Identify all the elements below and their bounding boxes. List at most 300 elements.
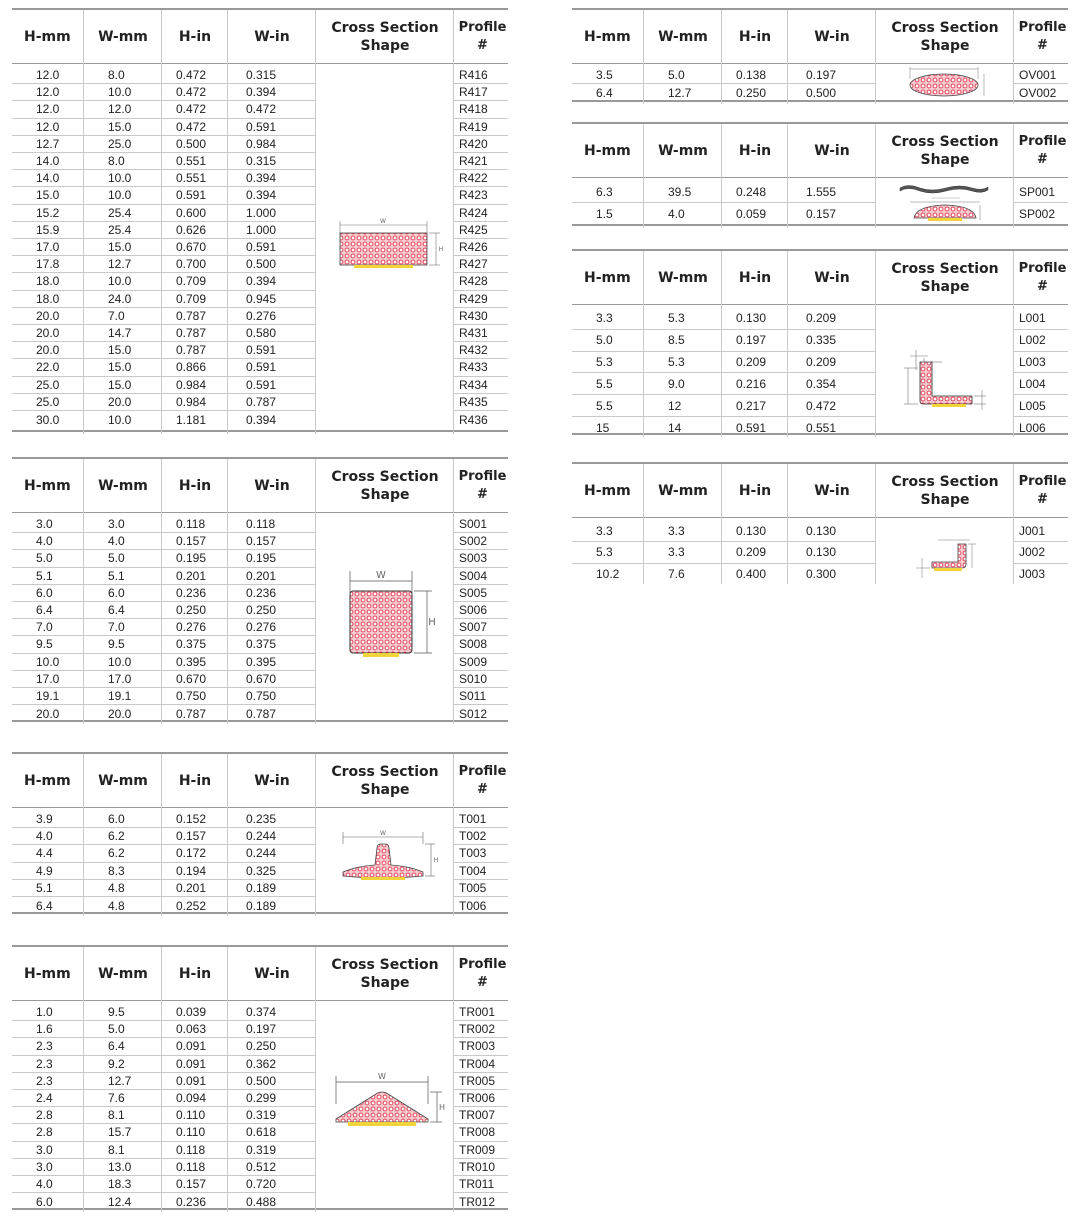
column-divider (1013, 251, 1014, 437)
column-divider (721, 124, 722, 228)
cell-h-in: 0.039 (176, 1005, 207, 1020)
shape-column (316, 1001, 453, 1208)
svg-text:H: H (438, 246, 443, 253)
cell-h-mm: 6.4 (36, 898, 53, 913)
column-divider (315, 947, 316, 1212)
cell-w-mm: 15.0 (108, 343, 132, 358)
cell-h-mm: 1.5 (596, 207, 613, 221)
cell-w-mm: 5.0 (108, 1022, 125, 1037)
cell-w-mm: 4.0 (668, 207, 685, 221)
header-h-mm: H-mm (24, 772, 71, 789)
svg-text:W: W (379, 218, 386, 225)
cell-h-in: 0.500 (176, 136, 207, 151)
cell-w-mm: 15.7 (108, 1125, 132, 1140)
cell-w-mm: 15.0 (108, 360, 132, 375)
cell-profile: OV001 (1019, 68, 1057, 82)
oval-profile-table (572, 8, 1068, 102)
cell-h-in: 0.787 (176, 326, 207, 341)
cell-h-mm: 17.0 (36, 240, 60, 255)
cell-h-mm: 14.0 (36, 171, 60, 186)
header-shape-line2: Shape (920, 37, 970, 54)
header-h-mm: H-mm (24, 965, 71, 982)
cell-w-mm: 13.0 (108, 1159, 132, 1174)
column-divider (1013, 464, 1014, 584)
cell-profile: R422 (459, 171, 488, 186)
cell-w-mm: 10.0 (108, 412, 132, 427)
cell-profile: TR009 (459, 1142, 496, 1157)
cell-h-in: 0.787 (176, 343, 207, 358)
cell-h-in: 0.984 (176, 377, 207, 392)
cell-w-in: 0.395 (246, 654, 277, 669)
cell-h-mm: 5.3 (596, 354, 613, 369)
cell-h-in: 0.091 (176, 1039, 207, 1054)
cell-h-mm: 6.4 (596, 85, 613, 100)
cell-w-mm: 24.0 (108, 291, 132, 306)
header-h-mm: H-mm (24, 28, 71, 45)
cell-h-mm: 2.8 (36, 1108, 53, 1123)
cell-h-mm: 5.0 (36, 551, 53, 566)
header-w-in: W-in (254, 965, 290, 982)
cell-w-in: 1.555 (806, 184, 837, 199)
cell-h-in: 0.472 (176, 68, 207, 83)
header-w-mm: W-mm (658, 28, 708, 45)
cell-w-in: 0.235 (246, 812, 277, 827)
header-cross-section-shape (876, 124, 1014, 177)
cell-profile: SP001 (1019, 184, 1056, 199)
cell-profile: R435 (459, 394, 488, 409)
cell-h-mm: 15.0 (36, 188, 60, 203)
cell-h-mm: 20.0 (36, 706, 60, 721)
cell-w-mm: 6.0 (108, 585, 125, 600)
special-shapes (876, 178, 1013, 224)
header-h-mm: H-mm (584, 482, 631, 499)
cell-w-in: 0.299 (246, 1091, 277, 1106)
cell-h-in: 0.276 (176, 620, 207, 635)
cell-w-mm: 10.0 (108, 188, 132, 203)
header-shape-line2: Shape (360, 486, 410, 503)
square-profile-table (12, 457, 508, 722)
header-cross-section-shape (876, 251, 1014, 304)
cell-w-mm: 14 (668, 420, 682, 435)
cell-w-in: 0.500 (246, 257, 277, 272)
cell-w-mm: 10.0 (108, 171, 132, 186)
cell-h-in: 0.138 (736, 68, 767, 82)
cell-w-in: 0.197 (246, 1022, 277, 1037)
cell-h-in: 0.063 (176, 1022, 207, 1037)
header-shape-line2: Shape (920, 151, 970, 168)
special-profile-table (572, 122, 1068, 226)
shape-column (876, 64, 1013, 100)
cell-profile: OV002 (1019, 85, 1057, 100)
cell-w-in: 0.580 (246, 326, 277, 341)
cell-w-mm: 9.5 (108, 1005, 125, 1020)
cell-w-in: 0.512 (246, 1159, 277, 1174)
cell-h-in: 0.209 (736, 545, 767, 560)
cell-h-mm: 20.0 (36, 308, 60, 323)
cell-w-mm: 8.0 (108, 68, 125, 83)
column-divider (83, 754, 84, 916)
cell-w-in: 0.250 (246, 1039, 277, 1054)
cell-h-mm: 22.0 (36, 360, 60, 375)
header-cross-section-shape (876, 464, 1014, 517)
table-body (572, 518, 1068, 582)
table-body (572, 64, 1068, 100)
cell-h-mm: 6.3 (596, 184, 613, 199)
cell-w-in: 1.000 (246, 222, 277, 237)
cell-w-in: 0.720 (246, 1177, 277, 1192)
cell-w-in: 0.197 (806, 68, 837, 82)
cell-profile: R420 (459, 136, 488, 151)
header-h-in: H-in (178, 28, 212, 45)
cell-h-mm: 3.5 (596, 68, 613, 82)
cell-h-mm: 5.1 (36, 880, 53, 895)
cell-profile: T005 (459, 880, 487, 895)
header-h-in: H-in (738, 28, 772, 45)
rectangle-profile-table (12, 8, 508, 432)
cell-w-mm: 12.4 (108, 1194, 132, 1209)
cell-h-mm: 15.9 (36, 222, 60, 237)
cell-profile: R427 (459, 257, 488, 272)
cell-profile: R421 (459, 154, 488, 169)
column-divider (453, 459, 454, 724)
cell-w-mm: 25.4 (108, 205, 132, 220)
shape-column (316, 513, 453, 720)
column-divider (643, 124, 644, 228)
header-w-mm: W-mm (98, 28, 148, 45)
column-divider (453, 10, 454, 434)
cell-w-in: 0.551 (806, 420, 837, 435)
cell-h-in: 0.110 (176, 1125, 206, 1140)
header-w-mm: W-mm (98, 965, 148, 982)
cell-profile: R418 (459, 102, 488, 117)
column-divider (643, 251, 644, 437)
cell-h-mm: 2.3 (36, 1073, 53, 1088)
cell-w-in: 0.244 (246, 829, 277, 844)
cell-h-in: 0.201 (176, 568, 207, 583)
cell-h-in: 0.157 (176, 829, 207, 844)
column-divider (161, 10, 162, 434)
column-divider (643, 10, 644, 104)
half-round-profile-drawing (890, 200, 1000, 224)
cell-w-mm: 6.2 (108, 829, 125, 844)
cell-profile: S008 (459, 637, 488, 652)
cell-h-mm: 12.7 (36, 136, 60, 151)
svg-text:H: H (433, 857, 438, 864)
cell-w-in: 0.236 (246, 585, 277, 600)
triangle-profile-drawing (316, 1001, 453, 1208)
cell-h-in: 0.152 (176, 812, 207, 827)
cell-profile: J001 (1019, 524, 1046, 539)
header-w-in: W-in (254, 28, 290, 45)
cell-w-in: 0.591 (246, 119, 277, 134)
column-divider (721, 10, 722, 104)
header-h-mm: H-mm (24, 477, 71, 494)
cell-w-in: 0.189 (246, 898, 277, 913)
cell-h-in: 0.709 (176, 274, 207, 289)
column-divider (787, 124, 788, 228)
cell-h-mm: 1.0 (36, 1005, 53, 1020)
cell-w-in: 0.362 (246, 1056, 277, 1071)
cell-w-mm: 15.0 (108, 240, 132, 255)
column-divider (315, 10, 316, 434)
cell-w-in: 0.984 (246, 136, 277, 151)
cell-w-mm: 9.2 (108, 1056, 125, 1071)
cell-w-mm: 6.4 (108, 603, 125, 618)
cell-w-in: 0.250 (246, 603, 277, 618)
cell-profile: S010 (459, 671, 488, 686)
cell-h-mm: 25.0 (36, 377, 60, 392)
cell-h-mm: 15.2 (36, 205, 60, 220)
shape-column (316, 808, 453, 912)
cell-w-in: 0.374 (246, 1005, 277, 1020)
cell-h-mm: 2.4 (36, 1091, 53, 1106)
cell-h-mm: 19.1 (36, 689, 60, 704)
cell-h-in: 0.130 (736, 524, 767, 539)
cell-profile: R428 (459, 274, 488, 289)
cell-w-mm: 7.0 (108, 308, 125, 323)
cell-profile: L004 (1019, 376, 1046, 391)
cell-h-mm: 5.3 (596, 545, 613, 560)
cell-profile: T001 (459, 812, 487, 827)
header-shape-line2: Shape (360, 974, 410, 991)
header-w-in: W-in (814, 142, 850, 159)
cell-profile: S005 (459, 585, 488, 600)
column-divider (161, 459, 162, 724)
cell-h-in: 0.110 (176, 1108, 206, 1123)
cell-h-mm: 18.0 (36, 291, 60, 306)
cell-h-in: 0.216 (736, 376, 767, 391)
cell-profile: S007 (459, 620, 488, 635)
cell-profile: J002 (1019, 545, 1046, 560)
svg-text:W: W (379, 830, 386, 837)
cell-profile: L001 (1019, 311, 1046, 326)
cell-h-mm: 2.3 (36, 1039, 53, 1054)
column-divider (453, 754, 454, 916)
cell-profile: L003 (1019, 354, 1046, 369)
header-w-in: W-in (814, 482, 850, 499)
cell-profile: S001 (459, 517, 488, 532)
cell-w-in: 0.394 (246, 274, 277, 289)
cell-profile: TR004 (459, 1056, 496, 1071)
column-divider (875, 251, 876, 437)
cell-profile: S006 (459, 603, 488, 618)
cell-w-mm: 8.1 (108, 1108, 125, 1123)
header-w-mm: W-mm (658, 142, 708, 159)
header-w-mm: W-mm (658, 269, 708, 286)
header-profile-number: Profile # (1018, 260, 1067, 294)
cell-w-mm: 8.5 (668, 333, 685, 348)
cell-h-in: 0.091 (176, 1056, 207, 1071)
header-shape-line1: Cross Section (891, 473, 999, 490)
header-w-mm: W-mm (98, 772, 148, 789)
cell-w-mm: 9.5 (108, 637, 125, 652)
header-w-mm: W-mm (98, 477, 148, 494)
cell-profile: R433 (459, 360, 488, 375)
column-divider (875, 124, 876, 228)
cell-h-mm: 3.9 (36, 812, 53, 827)
cell-w-in: 0.209 (806, 311, 837, 326)
cell-w-mm: 14.7 (108, 326, 132, 341)
cell-profile: S002 (459, 534, 488, 549)
cell-h-mm: 3.0 (36, 1159, 53, 1174)
cell-h-mm: 25.0 (36, 394, 60, 409)
cell-h-mm: 4.0 (36, 829, 53, 844)
header-shape-line1: Cross Section (891, 260, 999, 277)
cell-h-in: 0.217 (736, 398, 767, 413)
cell-h-in: 0.118 (176, 517, 206, 532)
cell-h-in: 0.866 (176, 360, 207, 375)
column-divider (787, 251, 788, 437)
cell-w-mm: 7.0 (108, 620, 125, 635)
cell-profile: SP002 (1019, 207, 1056, 221)
cell-h-mm: 2.8 (36, 1125, 53, 1140)
cell-w-in: 0.394 (246, 412, 277, 427)
cell-w-mm: 7.6 (668, 567, 685, 582)
column-divider (787, 10, 788, 104)
table-body (12, 513, 508, 720)
cell-profile: R426 (459, 240, 488, 255)
header-w-in: W-in (814, 28, 850, 45)
cell-profile: R431 (459, 326, 488, 341)
cell-profile: R423 (459, 188, 488, 203)
cell-h-in: 0.551 (176, 171, 207, 186)
cell-h-mm: 4.4 (36, 846, 53, 861)
cell-w-mm: 20.0 (108, 394, 132, 409)
cell-h-in: 0.157 (176, 534, 207, 549)
cell-w-in: 0.195 (246, 551, 277, 566)
cell-w-mm: 25.0 (108, 136, 132, 151)
header-cross-section-shape (316, 10, 454, 63)
column-divider (643, 464, 644, 584)
cell-h-mm: 14.0 (36, 154, 60, 169)
cell-profile: R424 (459, 205, 488, 220)
j-profile-drawing (876, 518, 1013, 582)
header-w-in: W-in (254, 772, 290, 789)
column-divider (875, 10, 876, 104)
cell-h-in: 0.375 (176, 637, 207, 652)
cell-w-mm: 12.0 (108, 102, 132, 117)
cell-w-in: 0.591 (246, 240, 277, 255)
header-h-mm: H-mm (584, 142, 631, 159)
cell-h-in: 1.181 (176, 412, 207, 427)
column-divider (161, 754, 162, 916)
header-h-in: H-in (738, 482, 772, 499)
cell-profile: TR008 (459, 1125, 496, 1140)
cell-w-mm: 15.0 (108, 377, 132, 392)
cell-h-in: 0.250 (736, 85, 767, 100)
cell-w-mm: 12.7 (108, 1073, 132, 1088)
cell-profile: TR005 (459, 1073, 496, 1088)
t-profile-drawing (316, 808, 453, 912)
cell-h-in: 0.984 (176, 394, 207, 409)
header-profile-number: Profile # (1018, 473, 1067, 507)
cell-profile: R417 (459, 85, 488, 100)
cell-w-in: 0.500 (806, 85, 837, 100)
cell-w-in: 0.500 (246, 1073, 277, 1088)
column-divider (83, 459, 84, 724)
header-shape-line1: Cross Section (891, 19, 999, 36)
cell-w-in: 0.394 (246, 85, 277, 100)
cell-h-mm: 3.0 (36, 1142, 53, 1157)
cell-profile: TR007 (459, 1108, 496, 1123)
cell-h-mm: 4.9 (36, 863, 53, 878)
l-profile-table (572, 249, 1068, 435)
header-shape-line2: Shape (920, 278, 970, 295)
cell-h-mm: 6.0 (36, 1194, 53, 1209)
cell-h-mm: 15 (596, 420, 610, 435)
cell-w-mm: 5.0 (108, 551, 125, 566)
cell-h-in: 0.118 (176, 1159, 206, 1174)
shape-column (316, 64, 453, 430)
cell-profile: TR002 (459, 1022, 496, 1037)
header-profile-number: Profile # (458, 763, 507, 797)
cell-h-mm: 6.0 (36, 585, 53, 600)
cell-w-in: 0.189 (246, 880, 277, 895)
cell-profile: T002 (459, 829, 487, 844)
cell-w-in: 0.157 (806, 207, 837, 221)
cell-h-in: 0.236 (176, 585, 207, 600)
cell-h-in: 0.626 (176, 222, 207, 237)
cell-w-mm: 25.4 (108, 222, 132, 237)
cell-h-mm: 3.3 (596, 311, 613, 326)
cell-w-mm: 4.8 (108, 880, 125, 895)
cell-w-in: 0.787 (246, 394, 277, 409)
header-profile-number: Profile # (458, 19, 507, 53)
cell-w-mm: 5.3 (668, 311, 685, 326)
cell-h-mm: 10.0 (36, 654, 60, 669)
cell-w-mm: 3.0 (108, 517, 125, 532)
cell-profile: R429 (459, 291, 488, 306)
column-divider (227, 459, 228, 724)
cell-w-in: 0.201 (246, 568, 277, 583)
cell-w-in: 0.209 (806, 354, 837, 369)
cell-h-in: 0.750 (176, 689, 207, 704)
cell-profile: S011 (459, 689, 487, 704)
header-cross-section-shape (876, 10, 1014, 63)
cell-h-mm: 12.0 (36, 68, 60, 83)
column-divider (227, 754, 228, 916)
cell-profile: S012 (459, 706, 488, 721)
cell-w-mm: 3.3 (668, 545, 685, 560)
cell-profile: T004 (459, 863, 487, 878)
header-shape-line2: Shape (920, 491, 970, 508)
header-profile-number: Profile # (1018, 133, 1067, 167)
cell-w-in: 0.375 (246, 637, 277, 652)
cell-profile: R434 (459, 377, 488, 392)
cell-h-in: 0.551 (176, 154, 207, 169)
cell-w-in: 0.670 (246, 671, 277, 686)
cell-profile: R416 (459, 68, 488, 83)
cell-h-in: 0.130 (736, 311, 767, 326)
cell-h-in: 0.197 (736, 333, 767, 348)
cell-w-in: 0.276 (246, 620, 277, 635)
cell-w-in: 0.750 (246, 689, 277, 704)
cell-h-in: 0.157 (176, 1177, 207, 1192)
table-body (12, 808, 508, 912)
cell-h-in: 0.591 (176, 188, 207, 203)
cell-h-in: 0.600 (176, 205, 207, 220)
cell-h-in: 0.400 (736, 567, 767, 582)
header-h-mm: H-mm (584, 28, 631, 45)
cell-w-mm: 5.0 (668, 68, 685, 82)
cell-w-in: 0.300 (806, 567, 837, 582)
cell-h-mm: 17.0 (36, 671, 60, 686)
cell-profile: R436 (459, 412, 488, 427)
shape-column (876, 305, 1013, 433)
cell-w-mm: 9.0 (668, 376, 685, 391)
table-body (572, 305, 1068, 433)
cell-w-in: 0.618 (246, 1125, 277, 1140)
